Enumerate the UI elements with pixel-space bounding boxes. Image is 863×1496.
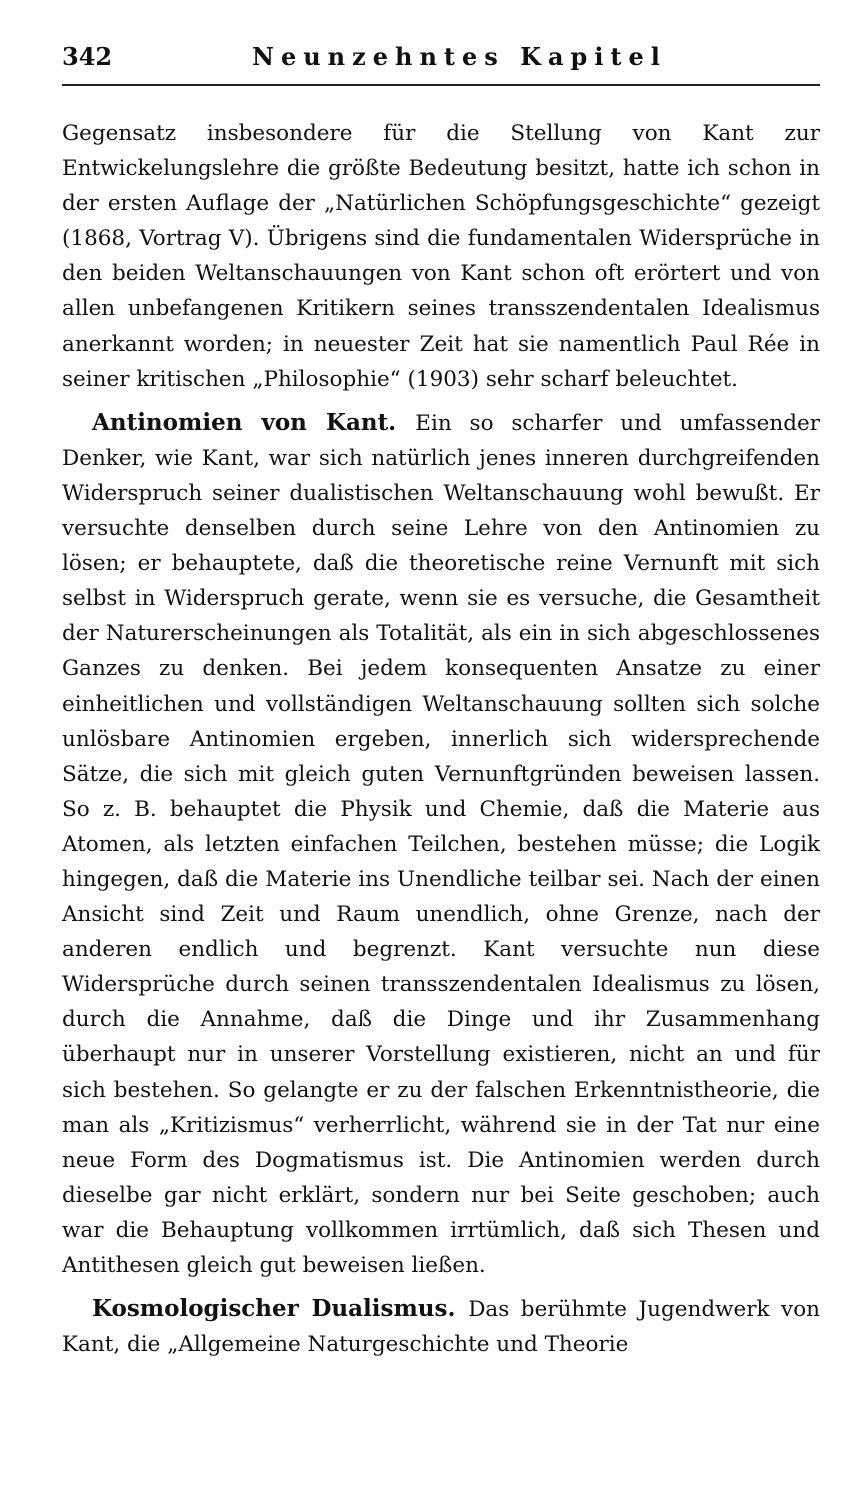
- paragraph-continuation: [62, 116, 820, 397]
- paragraph-text: Ein so scharfer und umfassender Denker, wie Kant, war sich natürlich jenes inneren durchgreifenden Widerspruch seiner dualistischen Weltanschauung wohl bewußt. Er versuchte denselben durch seine Lehre von den Antinomien zu lösen; er behauptete, daß die theoretische reine Vernunft mit sich selbst in Widerspruch gerate, wenn sie es versuche, die Gesamtheit der Naturerscheinungen als Totalität, als ein in sich abgeschlossenes Ganzes zu denken. Bei jedem konsequenten Ansatze zu einer einheitlichen und vollständigen Weltanschauung sollten sich solche unlösbare Antinomien ergeben, innerlich sich widersprechende Sätze, die sich mit gleich guten Vernunftgründen beweisen lassen. So z. B. behauptet die Physik und Chemie, daß die Materie aus Atomen, als letzten einfachen Teilchen, bestehen müsse; die Logik hingegen, daß die Materie ins Unendliche teilbar sei. Nach der einen Ansicht sind Zeit und Raum unendlich, ohne Grenze, nach der anderen endlich und begrenzt. Kant versuchte nun diese Widersprüche durch seinen transszendentalen Idealismus zu lösen, durch die Annahme, daß die Dinge und ihr Zusammenhang überhaupt nur in unserer Vorstellung existieren, nicht an und für sich bestehen. So gelangte er zu der falschen Erkenntnistheorie, die man als „Kritizismus“ verherrlicht, während sie in der Tat nur eine neue Form des Dogmatismus ist. Die Antinomien werden durch dieselbe gar nicht erklärt, sondern nur bei Seite geschoben; auch war die Behauptung vollkommen irrtümlich, daß sich Thesen und Antithesen gleich gut beweisen ließen.: [62, 410, 820, 1278]
- section-heading: Antinomien von Kant.: [92, 408, 416, 436]
- page-number: 342: [62, 42, 113, 71]
- running-header: [62, 40, 820, 86]
- paragraph-text: Gegensatz insbesondere für die Stellung von Kant zur Entwickelungslehre die größte Bedeutung besitzt, hatte ich schon in der ersten Auflage der „Natürlichen Schöpfungsgeschichte“ gezeigt (1868, Vortrag V). Übrigens sind die fundamentalen Widersprüche in den beiden Weltanschauungen von Kant schon oft erörtert und von allen unbefangenen Kritikern seines transszendentalen Idealismus anerkannt worden; in neuester Zeit hat sie namentlich Paul Rée in seiner kritischen „Philosophie“ (1903) sehr scharf beleuchtet.: [62, 121, 820, 392]
- paragraph-kosmologischer-dualismus: [62, 1291, 820, 1362]
- body-text: [62, 116, 820, 1362]
- chapter-title: Neunzehntes Kapitel: [252, 42, 667, 71]
- book-page: [62, 40, 820, 1362]
- paragraph-antinomien: [62, 405, 820, 1283]
- paragraph-text: Das berühmte Jugendwerk von Kant, die „Allgemeine Naturgeschichte und Theorie: [62, 1297, 820, 1358]
- section-heading: Kosmologischer Dualismus.: [92, 1295, 469, 1323]
